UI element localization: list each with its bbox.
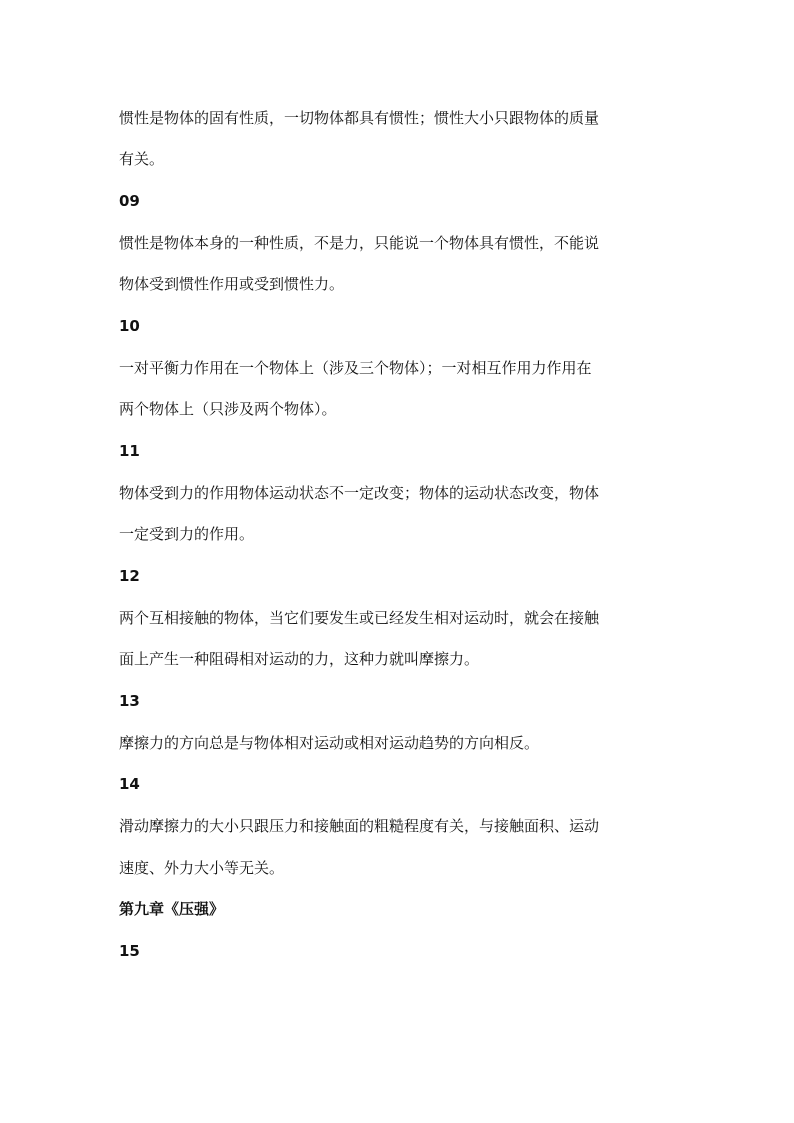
- item-number-13: 13: [119, 692, 140, 710]
- item-number-10: 10: [119, 317, 140, 335]
- paragraph-14-line-2: 速度、外力大小等无关。: [119, 859, 285, 877]
- paragraph-09-line-2: 物体受到惯性作用或受到惯性力。: [119, 275, 345, 293]
- item-number-12: 12: [119, 567, 140, 585]
- item-number-14: 14: [119, 775, 140, 793]
- paragraph-11-line-1: 物体受到力的作用物体运动状态不一定改变；物体的运动状态改变，物体: [119, 484, 600, 502]
- paragraph-13-line-1: 摩擦力的方向总是与物体相对运动或相对运动趋势的方向相反。: [119, 734, 540, 752]
- paragraph-08-line-1: 惯性是物体的固有性质，一切物体都具有惯性；惯性大小只跟物体的质量: [119, 109, 600, 127]
- paragraph-09-line-1: 惯性是物体本身的一种性质，不是力，只能说一个物体具有惯性，不能说: [119, 234, 600, 252]
- item-number-15: 15: [119, 942, 140, 960]
- paragraph-08-line-2: 有关。: [119, 150, 165, 168]
- paragraph-12-line-1: 两个互相接触的物体，当它们要发生或已经发生相对运动时，就会在接触: [119, 609, 600, 627]
- item-number-11: 11: [119, 442, 140, 460]
- paragraph-10-line-2: 两个物体上（只涉及两个物体）。: [119, 400, 337, 418]
- paragraph-11-line-2: 一定受到力的作用。: [119, 525, 255, 543]
- item-number-09: 09: [119, 192, 140, 210]
- paragraph-12-line-2: 面上产生一种阻碍相对运动的力，这种力就叫摩擦力。: [119, 650, 480, 668]
- paragraph-14-line-1: 滑动摩擦力的大小只跟压力和接触面的粗糙程度有关，与接触面积、运动: [119, 817, 600, 835]
- chapter-title: 第九章《压强》: [119, 900, 225, 918]
- paragraph-10-line-1: 一对平衡力作用在一个物体上（涉及三个物体）；一对相互作用力作用在: [119, 359, 592, 377]
